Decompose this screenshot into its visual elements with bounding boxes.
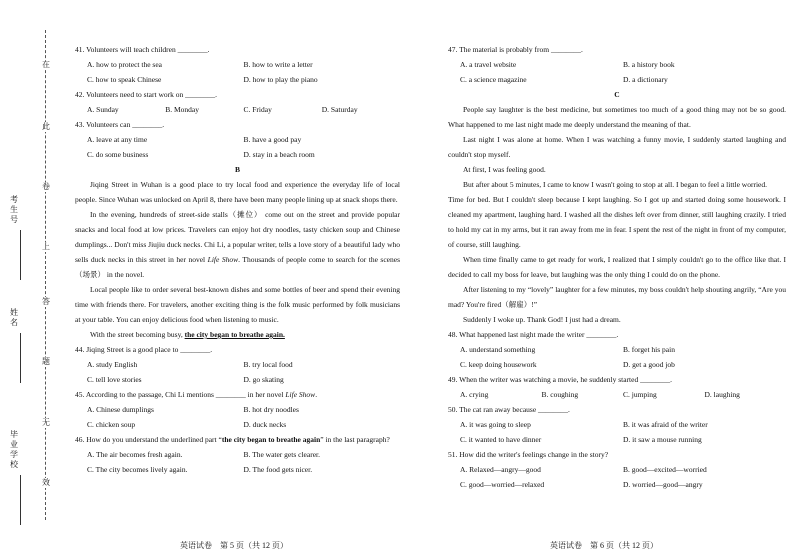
option[interactable]: A. Relaxed—angry—good bbox=[460, 465, 541, 474]
underlined-phrase: the city began to breathe again. bbox=[184, 330, 285, 339]
option[interactable]: D. a dictionary bbox=[623, 75, 668, 84]
option[interactable]: C. how to speak Chinese bbox=[87, 75, 162, 84]
option[interactable]: B. it was afraid of the writer bbox=[623, 420, 708, 429]
question-41: 41. Volunteers will teach children ________. bbox=[75, 45, 210, 54]
option[interactable]: D. stay in a beach room bbox=[243, 150, 315, 159]
seal-char: 题 bbox=[42, 357, 50, 366]
option[interactable]: C. Friday bbox=[243, 105, 272, 114]
option[interactable]: C. do some business bbox=[87, 150, 149, 159]
options-50 bbox=[448, 417, 786, 447]
seal-char: 无 bbox=[42, 418, 50, 427]
page-footer: 英语试卷 第 6 页（共 12 页） bbox=[550, 541, 658, 550]
option[interactable]: D. worried—good—angry bbox=[623, 480, 703, 489]
bold-phrase: the city began to breathe again bbox=[221, 435, 321, 444]
option[interactable]: B. forget his pain bbox=[623, 345, 675, 354]
section-heading-c: C bbox=[614, 90, 620, 99]
option[interactable]: B. have a good pay bbox=[243, 135, 302, 144]
seal-char: 卷 bbox=[42, 182, 50, 191]
question-45 bbox=[75, 387, 400, 402]
options-51 bbox=[448, 462, 786, 492]
text-run: . bbox=[315, 390, 318, 399]
seal-char: 此 bbox=[42, 122, 50, 131]
text-run: 45. According to the passage, Chi Li mentions ________ in her novel bbox=[75, 390, 286, 399]
option[interactable]: C. a science magazine bbox=[460, 75, 527, 84]
text-run: . Thousands of people come to search for the scenes（场景） in the novel. bbox=[75, 255, 401, 279]
seal-char: 答 bbox=[42, 297, 50, 306]
options-47 bbox=[448, 57, 786, 87]
exam-number-field[interactable] bbox=[20, 230, 21, 280]
question-51: 51. How did the writer's feelings change in the story? bbox=[448, 450, 609, 459]
option[interactable]: D. duck necks bbox=[243, 420, 287, 429]
passage-paragraph: But after about 5 minutes, I came to know I wasn't going to stop at all. I began to feel a little worried. bbox=[463, 180, 767, 189]
passage-paragraph: Local people like to order several best-known dishes and some bottles of beer and spend their evening time with friends there. For travelers, another exciting thing is the folk music performed by folk musicians at your table. You can enjoy delicious food when listening to music. bbox=[75, 285, 400, 324]
passage-paragraph: After listening to my “lovely” laughter for a few minutes, my boss couldn't help shouting angrily, “Are you mad? You're fired（解雇）!” bbox=[448, 285, 786, 309]
passage-paragraph: Last night I was alone at home. When I was watching a funny movie, I suddenly started laughing and couldn't stop myself. bbox=[448, 135, 786, 159]
question-49: 49. When the writer was watching a movie, he suddenly started ________. bbox=[448, 375, 672, 384]
options-48 bbox=[448, 342, 786, 372]
school-field[interactable] bbox=[20, 475, 21, 525]
option[interactable]: C. it wanted to have dinner bbox=[460, 435, 542, 444]
options-44 bbox=[75, 357, 400, 387]
seal-char: 上 bbox=[42, 242, 50, 251]
seal-dashed-line bbox=[45, 30, 46, 520]
option[interactable]: A. The air becomes fresh again. bbox=[87, 450, 183, 459]
question-43: 43. Volunteers can ________. bbox=[75, 120, 165, 129]
option[interactable]: B. try local food bbox=[243, 360, 293, 369]
option[interactable]: C. keep doing housework bbox=[460, 360, 537, 369]
question-44: 44. Jiqing Street is a good place to ________. bbox=[75, 345, 213, 354]
option[interactable]: B. a history book bbox=[623, 60, 675, 69]
option[interactable]: B. Monday bbox=[165, 105, 199, 114]
passage-paragraph: Jiqing Street in Wuhan is a good place to try local food and experience the everyday life of local people. Since Wuhan was unlocked on April 8, there have been many people lining up at snack shops there. bbox=[75, 180, 400, 204]
option[interactable]: A. it was going to sleep bbox=[460, 420, 531, 429]
options-46 bbox=[75, 447, 400, 477]
left-column bbox=[75, 42, 400, 477]
text-run: ” in the last paragraph? bbox=[320, 435, 390, 444]
passage-paragraph bbox=[75, 327, 400, 342]
question-46 bbox=[75, 432, 400, 447]
option[interactable]: A. how to protect the sea bbox=[87, 60, 162, 69]
option[interactable]: A. Sunday bbox=[87, 105, 119, 114]
name-label: 姓名 bbox=[10, 308, 18, 327]
passage-paragraph bbox=[75, 207, 400, 282]
option[interactable]: C. The city becomes lively again. bbox=[87, 465, 188, 474]
text-run: In the evening, hundreds of street-side stalls（摊位） come out on the street and provide popular snacks and local food at low prices. Travelers can enjoy hot dry noodles, tasty chicken soup and Chinese dumplings... Don't miss Jiujiu duck necks. Chi Li, a popular writer, tells a love story of a beautiful lady who sells duck necks in this street in her novel bbox=[75, 210, 400, 264]
options-49 bbox=[448, 387, 786, 402]
seal-char: 在 bbox=[42, 60, 50, 69]
option[interactable]: B. how to write a letter bbox=[243, 60, 313, 69]
text-run: 46. How do you understand the underlined part “ bbox=[75, 435, 222, 444]
option[interactable]: B. The water gets clearer. bbox=[243, 450, 320, 459]
option[interactable]: A. a travel website bbox=[460, 60, 517, 69]
option[interactable]: C. chicken soup bbox=[87, 420, 136, 429]
question-47: 47. The material is probably from ________. bbox=[448, 45, 583, 54]
right-column bbox=[448, 42, 786, 492]
page-footer: 英语试卷 第 5 页（共 12 页） bbox=[180, 541, 288, 550]
options-45 bbox=[75, 402, 400, 432]
option[interactable]: D. get a good job bbox=[623, 360, 675, 369]
option[interactable]: D. Saturday bbox=[321, 105, 358, 114]
option[interactable]: A. study English bbox=[87, 360, 138, 369]
option[interactable]: D. laughing bbox=[704, 390, 740, 399]
exam-page-6 bbox=[410, 0, 794, 560]
seal-char: 效 bbox=[42, 478, 50, 487]
question-48: 48. What happened last night made the writer ________. bbox=[448, 330, 619, 339]
option[interactable]: B. hot dry noodles bbox=[243, 405, 299, 414]
binding-margin bbox=[0, 0, 60, 560]
options-42 bbox=[75, 102, 400, 117]
option[interactable]: D. how to play the piano bbox=[243, 75, 318, 84]
exam-number-label: 考生号 bbox=[10, 195, 18, 224]
question-50: 50. The cat ran away because ________. bbox=[448, 405, 570, 414]
passage-paragraph: When time finally came to get ready for work, I realized that I simply couldn't go to the office like that. I decided to call my boss for leave, but laughing was the only thing I could do on the phone. bbox=[448, 255, 786, 279]
text-run: With the street becoming busy, bbox=[90, 330, 185, 339]
name-field[interactable] bbox=[20, 333, 21, 383]
options-41 bbox=[75, 57, 400, 87]
passage-paragraph: People say laughter is the best medicine, but sometimes too much of a good thing may not be so good. What happened to me last night made me deeply understand the meaning of that. bbox=[448, 105, 786, 129]
option[interactable]: A. leave at any time bbox=[87, 135, 148, 144]
passage-paragraph: Time for bed. But I couldn't sleep because I kept laughing. So I got up and started doing some housework. I cleaned my apartment, laughing hard. I washed all the dishes left over from dinner, still laughing crazily. I tried to hold my cat in my arms, but it ran away from me in fear. I spent the rest of the night in front of my computer, of course, still laughing. bbox=[448, 195, 786, 249]
option[interactable]: C. jumping bbox=[623, 390, 657, 399]
question-42: 42. Volunteers need to start work on ________. bbox=[75, 90, 217, 99]
passage-paragraph: Suddenly I woke up. Thank God! I just had a dream. bbox=[463, 315, 621, 324]
school-label: 毕业学校 bbox=[10, 430, 18, 469]
option[interactable]: C. good—worried—relaxed bbox=[460, 480, 545, 489]
option[interactable]: D. go skating bbox=[243, 375, 284, 384]
option[interactable]: B. coughing bbox=[541, 390, 579, 399]
novel-title: Life Show bbox=[285, 390, 316, 399]
option[interactable]: B. good—excited—worried bbox=[623, 465, 707, 474]
option[interactable]: A. crying bbox=[460, 390, 489, 399]
section-heading-b: B bbox=[234, 165, 240, 174]
option[interactable]: C. tell love stories bbox=[87, 375, 142, 384]
option[interactable]: A. understand something bbox=[460, 345, 536, 354]
novel-title: Life Show bbox=[207, 255, 239, 264]
option[interactable]: A. Chinese dumplings bbox=[87, 405, 154, 414]
options-43 bbox=[75, 132, 400, 162]
passage-paragraph: At first, I was feeling good. bbox=[463, 165, 546, 174]
option[interactable]: D. it saw a mouse running bbox=[623, 435, 702, 444]
option[interactable]: D. The food gets nicer. bbox=[243, 465, 313, 474]
